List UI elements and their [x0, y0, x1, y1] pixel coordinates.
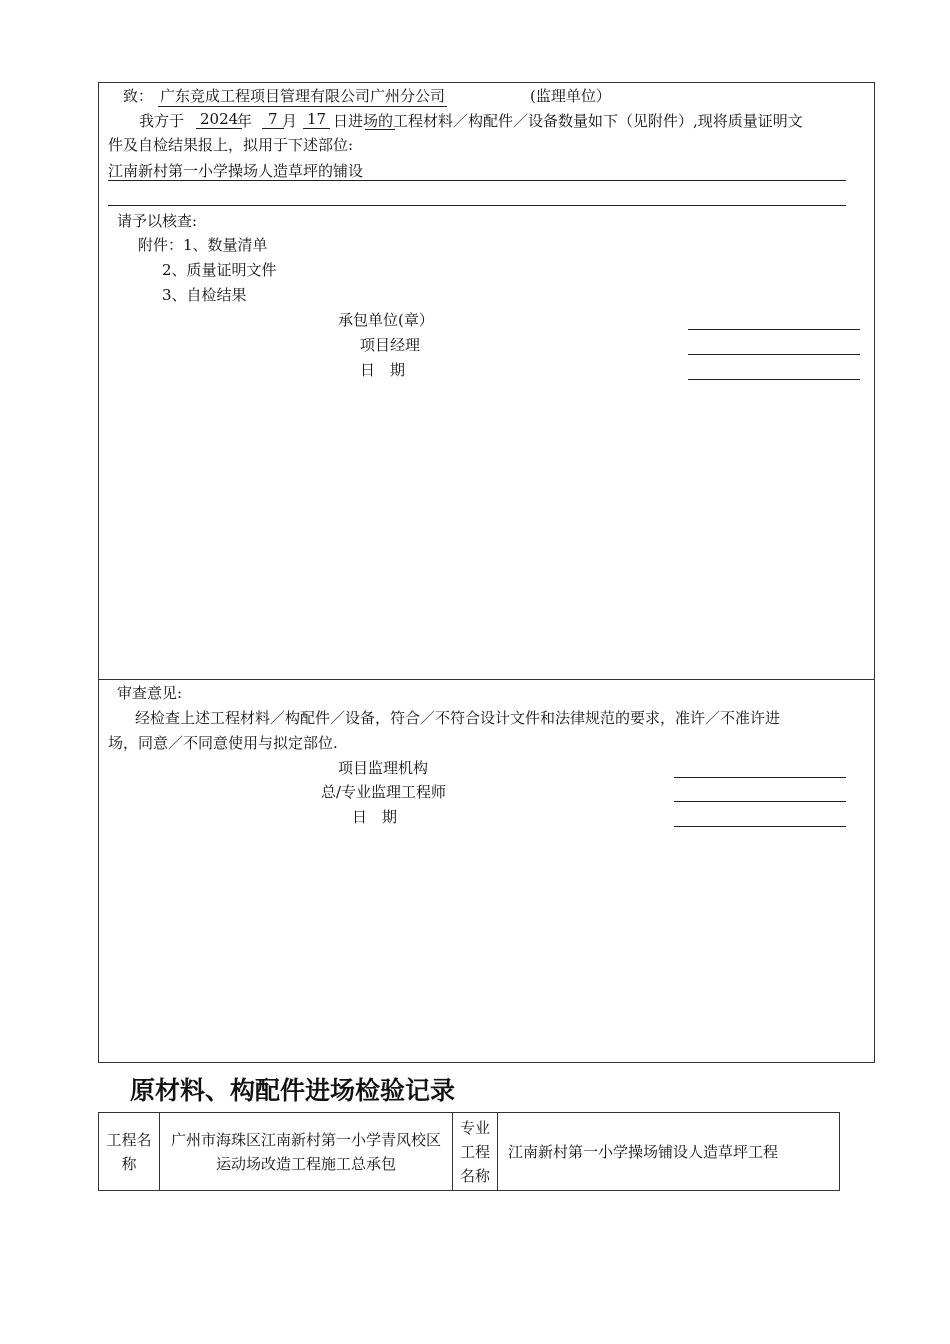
- sub-project-value: 江南新村第一小学操场铺设人造草坪工程: [498, 1113, 840, 1191]
- table-row: [99, 1113, 840, 1191]
- supervision-agency-label: 项目监理机构: [338, 759, 429, 777]
- review-line2: 场，同意／不同意使用与拟定部位.: [108, 734, 338, 752]
- project-name-label: 工程名称: [99, 1113, 160, 1191]
- blank-underline: [108, 205, 846, 206]
- to-prefix: 致：: [123, 87, 154, 105]
- record-info-table: [98, 1112, 840, 1191]
- project-manager-label: 项目经理: [360, 336, 421, 354]
- entry-year: 2024: [196, 110, 242, 129]
- sub-project-label: 专业工程名称: [453, 1113, 498, 1191]
- review-line1: 经检查上述工程材料／构配件／设备，符合／不符合设计文件和法律规范的要求，准许／不准许进: [135, 709, 781, 727]
- record-title: 原材料、构配件进场检验记录: [130, 1076, 456, 1105]
- supervision-agency-line: [674, 777, 846, 778]
- review-heading: 审查意见:: [117, 684, 183, 702]
- request-text: 请予以核查:: [117, 212, 198, 230]
- review-date-line: [674, 826, 846, 827]
- attachment-1: 附件：1、数量清单: [138, 236, 268, 254]
- supervisor-role: (监理单位）: [530, 87, 611, 105]
- attachment-3: 3、自检结果: [162, 286, 247, 304]
- contractor-unit-line: [688, 329, 860, 330]
- intro-line2: 件及自检结果报上，拟用于下述部位:: [108, 136, 354, 154]
- supervising-engineer-line: [674, 801, 846, 802]
- location-underline: [108, 180, 846, 181]
- submission-date-label: 日 期: [360, 361, 406, 379]
- project-name-value: 广州市海珠区江南新村第一小学青风校区运动场改造工程施工总承包: [160, 1113, 453, 1191]
- project-manager-line: [688, 354, 860, 355]
- year-label: 年: [237, 112, 253, 130]
- review-date-label: 日 期: [352, 808, 398, 826]
- intro-rest: 日进场的工程材料／构配件／设备数量如下（见附件）,现将质量证明文: [333, 112, 803, 130]
- supervising-engineer-label: 总/专业监理工程师: [321, 783, 447, 801]
- supervisor-name: 广东竞成工程项目管理有限公司广州分公司: [160, 87, 446, 105]
- entry-date-underline: [365, 129, 395, 130]
- contractor-unit-label: 承包单位(章）: [338, 311, 434, 329]
- entry-day: 17: [303, 110, 330, 129]
- month-label: 月: [282, 112, 298, 130]
- location-text: 江南新村第一小学操场人造草坪的铺设: [108, 162, 364, 180]
- submission-date-line: [688, 379, 860, 380]
- intro-prefix: 我方于: [139, 112, 185, 130]
- attachment-2: 2、质量证明文件: [162, 261, 277, 279]
- entry-month: 7: [262, 110, 284, 129]
